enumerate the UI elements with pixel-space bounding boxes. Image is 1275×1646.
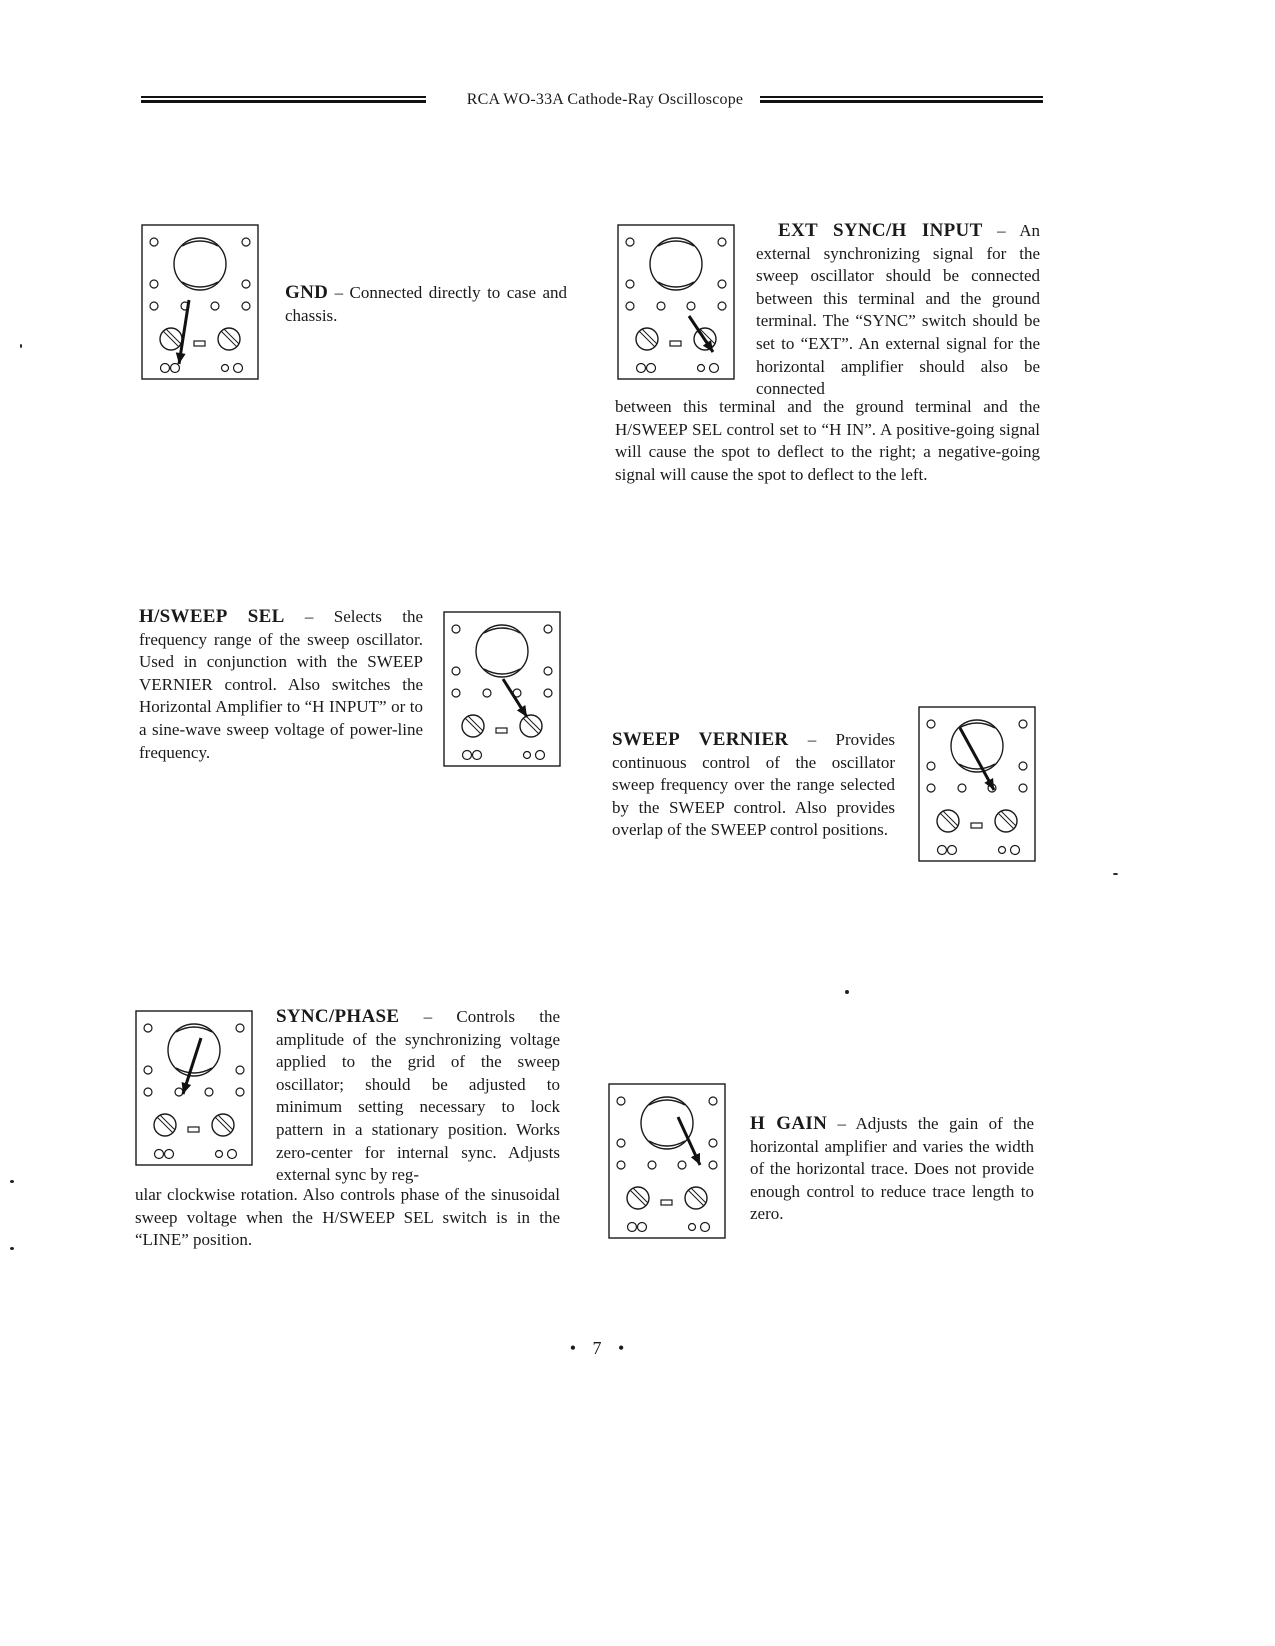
- crt-screen: [476, 625, 528, 677]
- terminal-circle: [999, 847, 1006, 854]
- jack-circle: [205, 1088, 213, 1096]
- panel-diagram-h-sweep-sel: [443, 611, 561, 767]
- crt-screen: [951, 720, 1003, 772]
- jack-circle: [452, 625, 460, 633]
- jack-circle: [483, 689, 491, 697]
- panel-svg: [135, 1010, 253, 1166]
- terminal-circle: [155, 1150, 164, 1159]
- jack-circle: [544, 667, 552, 675]
- sweep-vernier-term: SWEEP VERNIER: [612, 729, 789, 750]
- h-sweep-sel-term: H/SWEEP SEL: [139, 606, 285, 627]
- crt-screen: [168, 1024, 220, 1076]
- terminal-circle: [463, 751, 472, 760]
- terminal-circle: [698, 365, 705, 372]
- crt-screen: [650, 238, 702, 290]
- jack-circle: [657, 302, 665, 310]
- jack-circle: [678, 1161, 686, 1169]
- jack-circle: [1019, 720, 1027, 728]
- panel-svg: [141, 224, 259, 380]
- ext-sync-text-top: – An external synchronizing signal for the sweep oscillator should be connected between this terminal and the ground terminal. The “SYNC” switch should be set to “EXT”. An external signal for the horizontal amplifier should also be connected: [756, 221, 1040, 399]
- terminal-circle: [171, 364, 180, 373]
- jack-circle: [150, 238, 158, 246]
- jack-circle: [242, 302, 250, 310]
- scan-speck: [10, 1247, 14, 1250]
- jack-circle: [242, 238, 250, 246]
- jack-circle: [927, 720, 935, 728]
- terminal-circle: [638, 1223, 647, 1232]
- jack-circle: [144, 1088, 152, 1096]
- panel-svg: [443, 611, 561, 767]
- h-gain-description: [750, 1113, 1034, 1226]
- panel-diagram-sweep-vernier: [918, 706, 1036, 862]
- terminal-circle: [524, 752, 531, 759]
- jack-circle: [718, 302, 726, 310]
- crt-screen: [641, 1097, 693, 1149]
- switch-icon: [670, 341, 681, 346]
- terminal-circle: [689, 1224, 696, 1231]
- jack-circle: [718, 238, 726, 246]
- terminal-circle: [701, 1223, 710, 1232]
- terminal-circle: [216, 1151, 223, 1158]
- jack-circle: [175, 1088, 183, 1096]
- scan-speck: [1113, 873, 1118, 875]
- jack-circle: [150, 280, 158, 288]
- panel-outline: [444, 612, 560, 766]
- panel-svg: [918, 706, 1036, 862]
- jack-circle: [242, 280, 250, 288]
- jack-circle: [150, 302, 158, 310]
- h-gain-term: H GAIN: [750, 1113, 828, 1134]
- sync-phase-term: SYNC/PHASE: [276, 1006, 400, 1027]
- sync-phase-description-top: [276, 1006, 560, 1187]
- switch-icon: [661, 1200, 672, 1205]
- panel-diagram-ext-sync: [617, 224, 735, 380]
- sweep-vernier-description: [612, 729, 895, 842]
- jack-circle: [544, 625, 552, 633]
- switch-icon: [194, 341, 205, 346]
- scan-speck: [10, 1180, 14, 1183]
- ext-sync-description-top: [756, 220, 1040, 401]
- jack-circle: [236, 1088, 244, 1096]
- h-sweep-sel-text: – Selects the frequency range of the sweep oscillator. Used in conjunction with the SWEEP VERNIER control. Also switches the Horizontal Amplifier to “H INPUT” or to a sine-wave sweep voltage of power-line frequency.: [139, 607, 423, 762]
- jack-circle: [626, 280, 634, 288]
- sweep-vernier-text: – Provides continuous control of the oscillator sweep frequency over the range selected by the SWEEP control. Also provides overlap of the SWEEP control positions.: [612, 730, 895, 840]
- jack-circle: [709, 1139, 717, 1147]
- header-title: RCA WO-33A Cathode-Ray Oscilloscope: [466, 91, 744, 108]
- ext-sync-description-bottom: between this terminal and the ground terminal and the H/SWEEP SEL control set to “H IN”. A positive-going signal will cause the spot to deflect to the right; a negative-going signal will cause the spot to deflect to the left.: [615, 397, 1040, 484]
- panel-diagram-gnd: [141, 224, 259, 380]
- terminal-circle: [234, 364, 243, 373]
- jack-circle: [687, 302, 695, 310]
- jack-circle: [452, 667, 460, 675]
- header-rule-right: [760, 96, 1043, 105]
- jack-circle: [927, 762, 935, 770]
- jack-circle: [927, 784, 935, 792]
- jack-circle: [617, 1139, 625, 1147]
- terminal-circle: [1011, 846, 1020, 855]
- switch-icon: [188, 1127, 199, 1132]
- jack-circle: [144, 1066, 152, 1074]
- terminal-circle: [710, 364, 719, 373]
- panel-diagram-h-gain: [608, 1083, 726, 1239]
- scan-speck: [845, 990, 849, 994]
- panel-svg: [617, 224, 735, 380]
- terminal-circle: [228, 1150, 237, 1159]
- page-number: • 7 •: [569, 1338, 631, 1358]
- terminal-circle: [948, 846, 957, 855]
- jack-circle: [617, 1097, 625, 1105]
- jack-circle: [144, 1024, 152, 1032]
- panel-outline: [609, 1084, 725, 1238]
- ext-sync-term: EXT SYNC/H INPUT: [778, 220, 983, 241]
- panel-outline: [142, 225, 258, 379]
- header-rule-left: [141, 96, 426, 105]
- terminal-circle: [161, 364, 170, 373]
- jack-circle: [958, 784, 966, 792]
- h-sweep-sel-description: [139, 606, 423, 764]
- sync-phase-text-top: – Controls the amplitude of the synchronizing voltage applied to the grid of the sweep oscillator; should be adjusted to minimum setting necessary to lock pattern in a stationary position. Works zero-center for internal sync. Adjusts external sync by reg-: [276, 1007, 560, 1185]
- jack-circle: [709, 1097, 717, 1105]
- terminal-circle: [938, 846, 947, 855]
- terminal-circle: [473, 751, 482, 760]
- jack-circle: [648, 1161, 656, 1169]
- jack-circle: [544, 689, 552, 697]
- jack-circle: [709, 1161, 717, 1169]
- jack-circle: [236, 1024, 244, 1032]
- jack-circle: [617, 1161, 625, 1169]
- terminal-circle: [637, 364, 646, 373]
- scan-speck: [20, 344, 22, 348]
- crt-screen: [174, 238, 226, 290]
- arrow-head-icon: [182, 1082, 192, 1094]
- jack-circle: [1019, 784, 1027, 792]
- panel-svg: [608, 1083, 726, 1239]
- h-gain-text: – Adjusts the gain of the horizontal amplifier and varies the width of the horizontal trace. Does not provide enough control to reduce trace length to zero.: [750, 1114, 1035, 1224]
- jack-circle: [626, 238, 634, 246]
- jack-circle: [718, 280, 726, 288]
- sync-phase-description-bottom: ular clockwise rotation. Also controls phase of the sinusoidal sweep voltage when the H/SWEEP SEL switch is in the “LINE” position.: [135, 1185, 560, 1250]
- terminal-circle: [628, 1223, 637, 1232]
- switch-icon: [971, 823, 982, 828]
- gnd-term: GND: [285, 282, 329, 303]
- jack-circle: [211, 302, 219, 310]
- panel-outline: [136, 1011, 252, 1165]
- panel-outline: [919, 707, 1035, 861]
- gnd-text: – Connected directly to case and chassis.: [285, 283, 567, 325]
- jack-circle: [626, 302, 634, 310]
- jack-circle: [236, 1066, 244, 1074]
- terminal-circle: [165, 1150, 174, 1159]
- terminal-circle: [536, 751, 545, 760]
- panel-diagram-sync-phase: [135, 1010, 253, 1166]
- switch-icon: [496, 728, 507, 733]
- terminal-circle: [222, 365, 229, 372]
- terminal-circle: [647, 364, 656, 373]
- gnd-description: [285, 282, 567, 327]
- panel-outline: [618, 225, 734, 379]
- jack-circle: [452, 689, 460, 697]
- jack-circle: [1019, 762, 1027, 770]
